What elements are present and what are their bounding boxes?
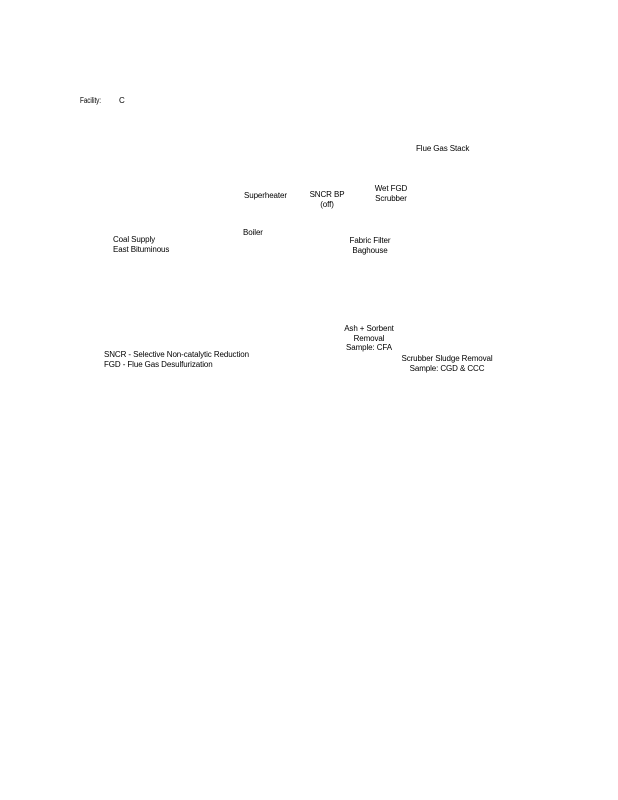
legend-fgd: FGD - Flue Gas Desulfurization [104,359,213,369]
facility-value: C [119,96,125,105]
fabric-filter-line-1: Fabric Filter [349,236,391,245]
superheater-label: Superheater [244,191,287,200]
ash-sorbent-line-1: Ash + Sorbent [344,324,394,333]
scrubber-sludge-removal-label [400,354,494,373]
scrubber-sludge-line-1: Scrubber Sludge Removal [401,354,493,363]
ash-sorbent-line-2: Removal [353,333,385,343]
ash-sorbent-removal-label [342,324,396,353]
scrubber-sludge-line-2: Sample: CGD & CCC [409,363,485,373]
ash-sorbent-line-3: Sample: CFA [345,343,393,352]
sncr-bp-line-1: SNCR BP [309,190,345,199]
coal-supply-line-1: Coal Supply [113,235,156,244]
wet-fgd-scrubber-label [372,184,410,203]
sncr-bp-label [308,190,346,209]
flue-gas-stack-label: Flue Gas Stack [416,144,470,153]
sncr-bp-line-2: (off) [320,199,334,209]
coal-supply-label [113,235,169,254]
boiler-label: Boiler [243,228,263,237]
coal-supply-line-2: East Bituminous [113,244,170,254]
wet-fgd-line-1: Wet FGD [374,184,408,193]
legend [104,350,249,369]
wet-fgd-line-2: Scrubber [375,193,407,203]
fabric-filter-baghouse-label [346,236,394,255]
facility-label: Facility: [80,96,101,105]
legend-sncr: SNCR - Selective Non-catalytic Reduction [104,350,249,359]
fabric-filter-line-2: Baghouse [352,245,388,255]
